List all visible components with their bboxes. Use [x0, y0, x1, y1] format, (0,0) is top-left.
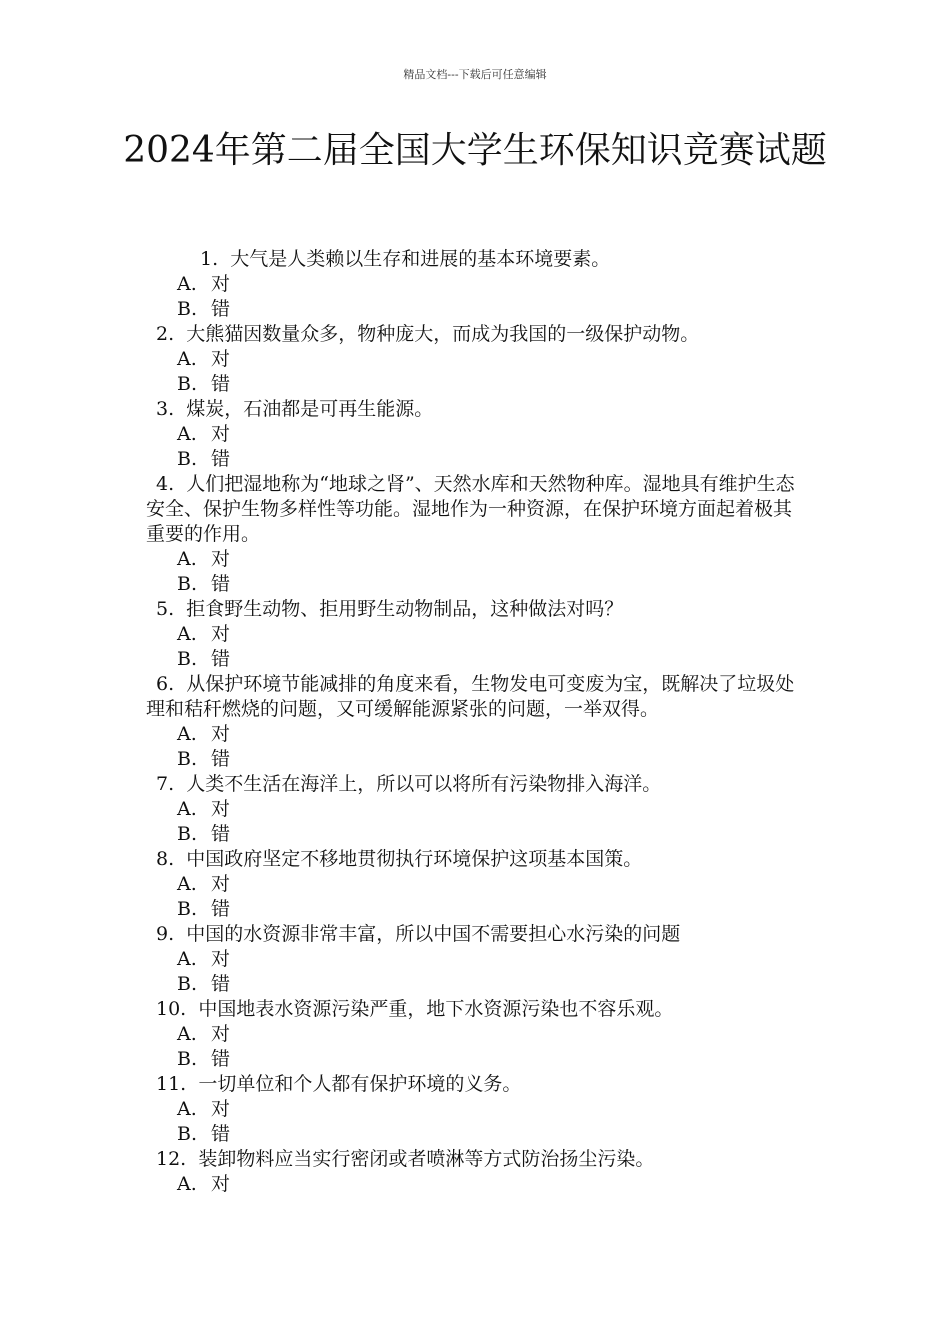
question-body: 一切单位和个人都有保护环境的义务。: [198, 1073, 522, 1095]
option-label: 对: [211, 423, 231, 445]
question-text: [0, 1147, 950, 1172]
option-a: [0, 1172, 950, 1197]
option-label: 错: [211, 973, 231, 995]
question-text: [0, 997, 950, 1022]
question-text: [0, 772, 950, 797]
question-item: [0, 772, 950, 847]
question-item: [0, 1147, 950, 1197]
question-number: 7.: [156, 773, 175, 795]
question-item: [0, 997, 950, 1072]
question-body: 人们把湿地称为“地球之肾”、天然水库和天然物种库。湿地具有维护生态安全、保护生物多样性等功能。湿地作为一种资源，在保护环境方面起着极其重要的作用。: [146, 473, 795, 545]
option-label: 对: [211, 1023, 231, 1045]
header-note: 精品文档---下载后可任意编辑: [403, 68, 547, 81]
option-a: [0, 1022, 950, 1047]
option-b: [0, 297, 950, 322]
option-letter: B.: [177, 1123, 198, 1145]
question-body: 从保护环境节能减排的角度来看，生物发电可变废为宝，既解决了垃圾处理和秸秆燃烧的问题，又可缓解能源紧张的问题，一举双得。: [146, 673, 795, 720]
question-text: [0, 322, 950, 347]
option-letter: A.: [177, 1023, 197, 1045]
question-body: 拒食野生动物、拒用野生动物制品，这种做法对吗？: [186, 598, 624, 620]
option-label: 错: [211, 1048, 231, 1070]
option-b: [0, 822, 950, 847]
option-b: [0, 647, 950, 672]
option-letter: B.: [177, 448, 198, 470]
option-b: [0, 1047, 950, 1072]
option-a: [0, 872, 950, 897]
option-b: [0, 372, 950, 397]
option-label: 错: [211, 298, 231, 320]
option-a: [0, 272, 950, 297]
option-letter: B.: [177, 648, 198, 670]
question-item: [0, 597, 950, 672]
option-letter: A.: [177, 623, 197, 645]
question-item: [0, 847, 950, 922]
question-text: [0, 1072, 950, 1097]
option-label: 错: [211, 898, 231, 920]
question-text: [0, 472, 950, 547]
question-item: [0, 322, 950, 397]
option-label: 对: [211, 723, 231, 745]
option-label: 错: [211, 448, 231, 470]
question-text: [0, 397, 950, 422]
question-body: 大熊猫因数量众多，物种庞大，而成为我国的一级保护动物。: [186, 323, 700, 345]
question-body: 中国政府坚定不移地贯彻执行环境保护这项基本国策。: [186, 848, 643, 870]
option-b: [0, 897, 950, 922]
option-label: 对: [211, 1173, 231, 1195]
option-label: 对: [211, 548, 231, 570]
question-number: 5.: [156, 598, 175, 620]
option-letter: B.: [177, 298, 198, 320]
question-body: 中国的水资源非常丰富，所以中国不需要担心水污染的问题: [186, 923, 681, 945]
option-letter: B.: [177, 898, 198, 920]
option-b: [0, 447, 950, 472]
question-body: 煤炭，石油都是可再生能源。: [186, 398, 434, 420]
question-text: [0, 847, 950, 872]
option-letter: B.: [177, 573, 198, 595]
question-list: [0, 247, 950, 1197]
question-body: 中国地表水资源污染严重，地下水资源污染也不容乐观。: [198, 998, 674, 1020]
option-letter: A.: [177, 948, 197, 970]
option-letter: A.: [177, 423, 197, 445]
option-label: 对: [211, 873, 231, 895]
option-letter: B.: [177, 748, 198, 770]
question-number: 4.: [156, 473, 175, 495]
document-title: 2024年第二届全国大学生环保知识竞赛试题: [123, 130, 827, 171]
question-number: 11.: [156, 1073, 187, 1095]
question-number: 2.: [156, 323, 175, 345]
option-label: 对: [211, 948, 231, 970]
option-a: [0, 1097, 950, 1122]
question-number: 3.: [156, 398, 175, 420]
question-body: 大气是人类赖以生存和进展的基本环境要素。: [230, 248, 611, 270]
option-a: [0, 797, 950, 822]
option-a: [0, 547, 950, 572]
question-text: [0, 247, 950, 272]
option-label: 错: [211, 373, 231, 395]
option-b: [0, 572, 950, 597]
option-label: 对: [211, 273, 231, 295]
option-letter: A.: [177, 873, 197, 895]
question-text: [0, 597, 950, 622]
option-a: [0, 347, 950, 372]
option-letter: A.: [177, 1098, 197, 1120]
question-number: 10.: [156, 998, 187, 1020]
option-label: 错: [211, 573, 231, 595]
option-a: [0, 422, 950, 447]
option-label: 对: [211, 1098, 231, 1120]
question-item: [0, 1072, 950, 1147]
option-label: 错: [211, 648, 231, 670]
option-label: 对: [211, 623, 231, 645]
question-body: 人类不生活在海洋上，所以可以将所有污染物排入海洋。: [186, 773, 662, 795]
option-label: 对: [211, 798, 231, 820]
option-letter: A.: [177, 723, 197, 745]
question-number: 8.: [156, 848, 175, 870]
option-label: 对: [211, 348, 231, 370]
question-number: 1.: [200, 248, 219, 270]
question-number: 6.: [156, 673, 175, 695]
option-b: [0, 1122, 950, 1147]
option-letter: A.: [177, 548, 197, 570]
option-letter: A.: [177, 798, 197, 820]
option-a: [0, 947, 950, 972]
option-label: 错: [211, 1123, 231, 1145]
question-number: 12.: [156, 1148, 187, 1170]
option-letter: A.: [177, 273, 197, 295]
question-item: [0, 672, 950, 772]
option-letter: B.: [177, 373, 198, 395]
question-number: 9.: [156, 923, 175, 945]
option-label: 错: [211, 748, 231, 770]
question-text: [0, 922, 950, 947]
option-b: [0, 972, 950, 997]
question-item: [0, 922, 950, 997]
option-letter: B.: [177, 973, 198, 995]
question-item: [0, 247, 950, 322]
question-body: 装卸物料应当实行密闭或者喷淋等方式防治扬尘污染。: [198, 1148, 655, 1170]
option-a: [0, 722, 950, 747]
option-letter: A.: [177, 1173, 197, 1195]
question-item: [0, 472, 950, 597]
option-letter: B.: [177, 823, 198, 845]
question-item: [0, 397, 950, 472]
option-b: [0, 747, 950, 772]
option-a: [0, 622, 950, 647]
option-letter: B.: [177, 1048, 198, 1070]
option-label: 错: [211, 823, 231, 845]
option-letter: A.: [177, 348, 197, 370]
question-text: [0, 672, 950, 722]
